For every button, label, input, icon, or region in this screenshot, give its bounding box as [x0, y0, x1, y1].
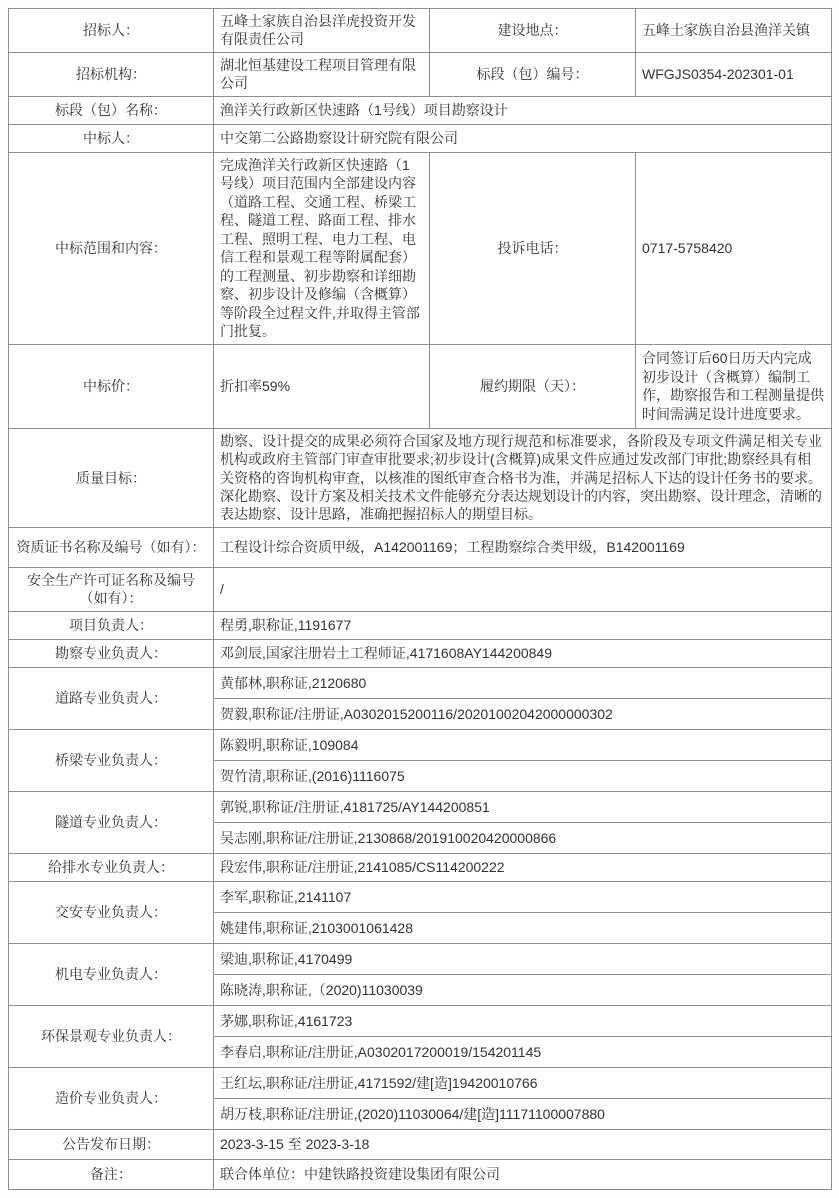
table-row [9, 667, 832, 698]
table-row [9, 124, 832, 152]
table-row [9, 639, 832, 667]
bid-award-table [8, 8, 832, 1190]
drainage-leader-value: 段宏伟,职称证/注册证,2141085/CS114200222 [214, 853, 832, 881]
publish-date-value: 2023-3-15 至 2023-3-18 [214, 1129, 832, 1159]
section-no-value: WFGJS0354-202301-01 [636, 52, 832, 96]
traffic-safety-leader-label: 交安专业负责人： [9, 881, 214, 943]
table-row [9, 567, 832, 611]
complaint-phone-value: 0717-5758420 [636, 152, 832, 344]
table-row [9, 1005, 832, 1036]
table-row [9, 611, 832, 639]
bidder-value: 五峰土家族自治县洋虎投资开发有限责任公司 [214, 9, 430, 53]
table-row [9, 853, 832, 881]
electromech-leader-value-1: 梁迪,职称证,4170499 [214, 943, 832, 974]
table-row [9, 52, 832, 96]
duration-label: 履约期限（天）： [430, 344, 636, 428]
bridge-leader-label: 桥梁专业负责人： [9, 729, 214, 791]
road-leader-label: 道路专业负责人： [9, 667, 214, 729]
table-row [9, 1067, 832, 1098]
bridge-leader-value-2: 贺竹清,职称证,(2016)1116075 [214, 760, 832, 791]
table-row [9, 1129, 832, 1159]
landscape-leader-value-2: 李春启,职称证/注册证,A0302017200019/154201145 [214, 1036, 832, 1067]
agency-label: 招标机构： [9, 52, 214, 96]
table-row [9, 9, 832, 53]
table-row [9, 428, 832, 527]
bridge-leader-value-1: 陈毅明,职称证,109084 [214, 729, 832, 760]
electromech-leader-label: 机电专业负责人： [9, 943, 214, 1005]
table-row [9, 881, 832, 912]
complaint-phone-label: 投诉电话： [430, 152, 636, 344]
publish-date-label: 公告发布日期： [9, 1129, 214, 1159]
remark-value: 联合体单位：中建铁路投资建设集团有限公司 [214, 1159, 832, 1189]
table-row [9, 943, 832, 974]
safety-license-value: / [214, 567, 832, 611]
survey-leader-label: 勘察专业负责人： [9, 639, 214, 667]
scope-value: 完成渔洋关行政新区快速路（1号线）项目范围内全部建设内容（道路工程、交通工程、桥梁工程、隧道工程、路面工程、排水工程、照明工程、电力工程、电信工程和景观工程等附属配套）的工程测量、初步勘察和详细勘察、初步设计及修编（含概算）等阶段全过程文件,并取得主管部门批复。 [214, 152, 430, 344]
tunnel-leader-value-1: 郭锐,职称证/注册证,4181725/AY144200851 [214, 791, 832, 822]
section-no-label: 标段（包）编号： [430, 52, 636, 96]
project-leader-label: 项目负责人： [9, 611, 214, 639]
price-value: 折扣率59% [214, 344, 430, 428]
cost-leader-value-1: 王红坛,职称证/注册证,4171592/建[造]19420010766 [214, 1067, 832, 1098]
scope-label: 中标范围和内容： [9, 152, 214, 344]
qualification-label: 资质证书名称及编号（如有）： [9, 527, 214, 567]
section-name-label: 标段（包）名称： [9, 96, 214, 124]
quality-value: 勘察、设计提交的成果必须符合国家及地方现行规范和标准要求，各阶段及专项文件满足相关专业机构或政府主管部门审查审批要求;初步设计(含概算)成果文件应通过发改部门审批;勘察经具有相关资格的咨询机构审查，以核准的图纸审查合格书为准，并满足招标人下达的设计任务书的要求。深化勘察、设计方案及相关技术文件能够充分表达规划设计的内容，突出勘察、设计理念，清晰的表达勘察、设计思路，准确把握招标人的期望目标。 [214, 428, 832, 527]
quality-label: 质量目标： [9, 428, 214, 527]
tunnel-leader-value-2: 吴志刚,职称证/注册证,2130868/201910020420000866 [214, 822, 832, 853]
table-row [9, 1159, 832, 1189]
bidder-label: 招标人： [9, 9, 214, 53]
table-row [9, 96, 832, 124]
landscape-leader-label: 环保景观专业负责人： [9, 1005, 214, 1067]
remark-label: 备注： [9, 1159, 214, 1189]
traffic-safety-leader-value-2: 姚建伟,职称证,2103001061428 [214, 912, 832, 943]
section-name-value: 渔洋关行政新区快速路（1号线）项目勘察设计 [214, 96, 832, 124]
location-value: 五峰土家族自治县渔洋关镇 [636, 9, 832, 53]
cost-leader-value-2: 胡万枝,职称证/注册证,(2020)11030064/建[造]11171100007880 [214, 1098, 832, 1129]
survey-leader-value: 邓剑辰,国家注册岩土工程师证,4171608AY144200849 [214, 639, 832, 667]
drainage-leader-label: 给排水专业负责人： [9, 853, 214, 881]
table-row [9, 152, 832, 344]
road-leader-value-2: 贺毅,职称证/注册证,A0302015200116/20201002042000000302 [214, 698, 832, 729]
traffic-safety-leader-value-1: 李军,职称证,2141107 [214, 881, 832, 912]
landscape-leader-value-1: 茅娜,职称证,4161723 [214, 1005, 832, 1036]
safety-license-label: 安全生产许可证名称及编号（如有）： [9, 567, 214, 611]
price-label: 中标价： [9, 344, 214, 428]
agency-value: 湖北恒基建设工程项目管理有限公司 [214, 52, 430, 96]
table-row [9, 527, 832, 567]
location-label: 建设地点： [430, 9, 636, 53]
table-row [9, 791, 832, 822]
tunnel-leader-label: 隧道专业负责人： [9, 791, 214, 853]
qualification-value: 工程设计综合资质甲级，A142001169；工程勘察综合类甲级，B142001169 [214, 527, 832, 567]
electromech-leader-value-2: 陈晓涛,职称证,（2020)11030039 [214, 974, 832, 1005]
project-leader-value: 程勇,职称证,1191677 [214, 611, 832, 639]
winner-label: 中标人： [9, 124, 214, 152]
cost-leader-label: 造价专业负责人： [9, 1067, 214, 1129]
winner-value: 中交第二公路勘察设计研究院有限公司 [214, 124, 832, 152]
table-row [9, 344, 832, 428]
road-leader-value-1: 黄郁林,职称证,2120680 [214, 667, 832, 698]
table-row [9, 729, 832, 760]
duration-value: 合同签订后60日历天内完成初步设计（含概算）编制工作，勘察报告和工程测量提供时间需满足设计进度要求。 [636, 344, 832, 428]
